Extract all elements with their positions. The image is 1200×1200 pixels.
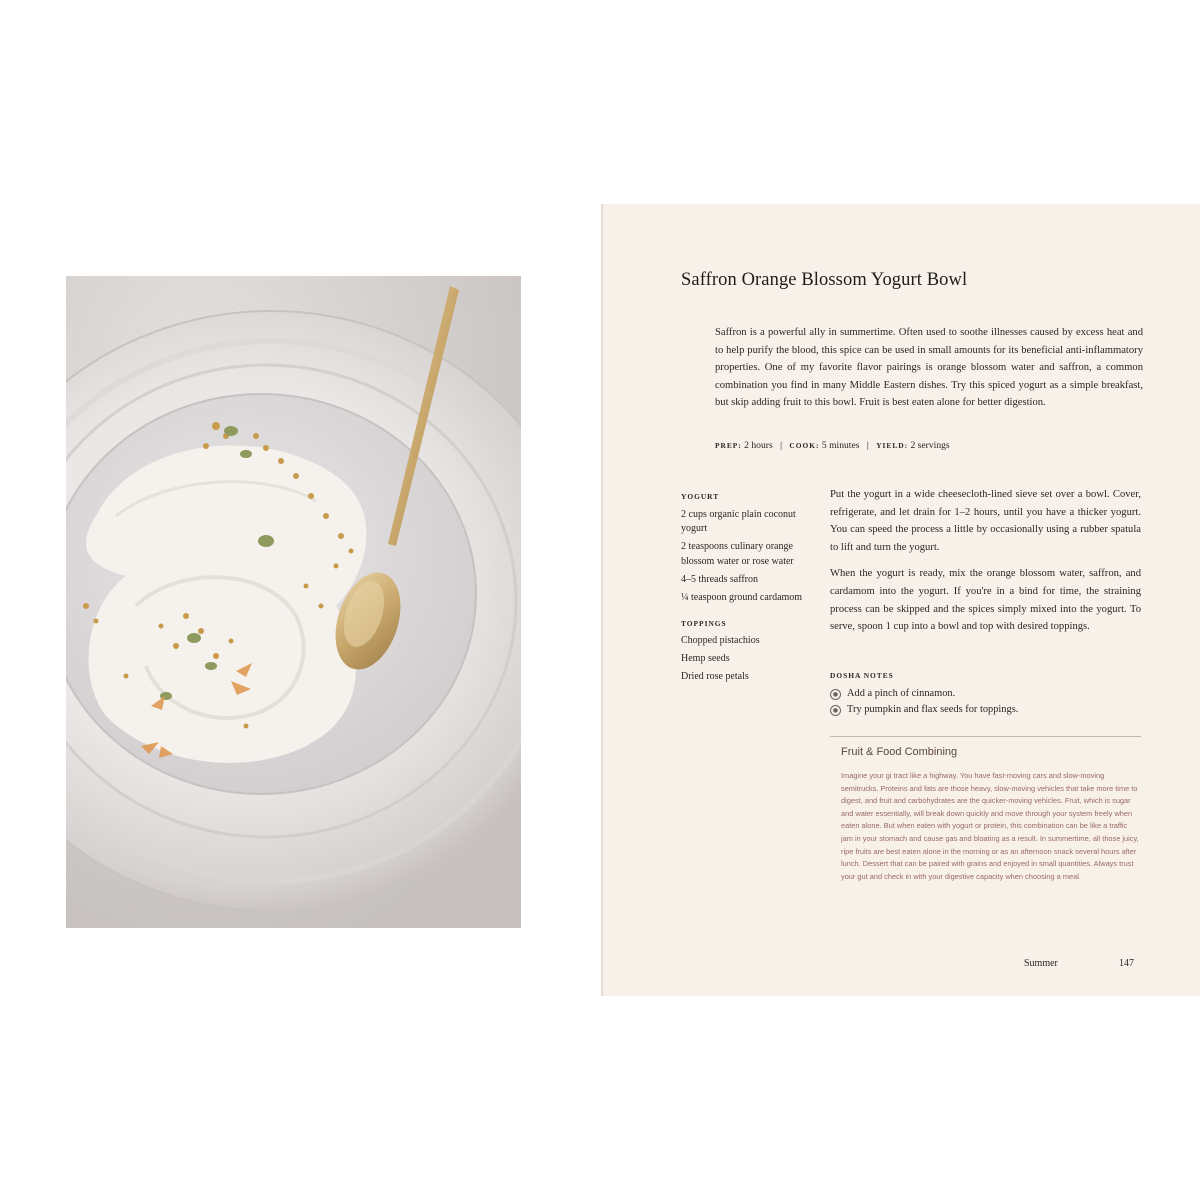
note-text: Add a pinch of cinnamon. (847, 688, 956, 699)
recipe-method (830, 486, 1141, 645)
ingredients-heading-toppings: TOPPINGS (681, 618, 727, 628)
ingredient-item: ¼ teaspoon ground cardamom (681, 592, 803, 604)
cook-value: 5 minutes (821, 440, 860, 451)
sidebar-body: Imagine your gi tract like a highway. You have fast-moving cars and slow-moving semitrucks. Proteins and fats are those heavy, slow-moving vehicles that take more time to digest, and fruit and carbohydrates are the quicker-moving vehicles. Fruit, which is sugar and water essentially, will break down quickly and move through your system freely when eaten alone. But when eaten with yogurt or protein, this combination can be like a traffic jam in your stomach and cause gas and bloating as a result. In summertime, all those juicy, ripe fruits are best eaten alone in the morning or as an afternoon snack several hours after lunch. Dessert that can be paired with grains and enjoyed in small quantities. Always trust your gut and check in with your digestive capacity when choosing a meal. (841, 771, 1139, 881)
prep-value: 2 hours (744, 440, 773, 451)
method-step: When the yogurt is ready, mix the orange blossom water, saffron, and cardamom into the yogurt. If you're in a bind for time, the straining process can be skipped and the spices simply mixed into the yogurt. To serve, spoon 1 cup into a bowl and top with desired toppings. (830, 568, 1141, 633)
circle-bullet-icon: ● (830, 705, 841, 716)
yield-label: YIELD: (876, 441, 909, 450)
circle-bullet-icon: ● (830, 689, 841, 700)
yield-value: 2 servings (910, 440, 950, 451)
ingredients-list (681, 490, 819, 689)
dosha-notes-heading: DOSHA NOTES (830, 671, 894, 680)
recipe-page (601, 204, 1200, 996)
ingredient-item: 2 teaspoons culinary orange blossom water or rose water (681, 541, 794, 567)
method-step: Put the yogurt in a wide cheesecloth-lined sieve set over a bowl. Cover, refrigerate, and let drain for 1–2 hours, until you have a thicker yogurt. You can speed the process a little by occasionally using a rubber spatula to lift and turn the yogurt. (830, 489, 1141, 553)
note-item (830, 702, 1141, 718)
ingredient-item: 2 cups organic plain coconut yogurt (681, 508, 796, 535)
dosha-notes (830, 668, 1141, 718)
recipe-intro: Saffron is a powerful ally in summertime. Often used to soothe illnesses caused by excess heat and to help purify the blood, this spice can be used in small amounts for its beneficial anti-inflammatory properties. One of my favorite flavor pairings is orange blossom water and saffron, a common combination you find in many Middle Eastern dishes. Try this spiced yogurt as a simple breakfast, but skip adding fruit to this bowl. Fruit is best eaten alone for better digestion. (715, 327, 1143, 409)
note-item (830, 686, 1141, 702)
recipe-title: Saffron Orange Blossom Yogurt Bowl (681, 270, 968, 290)
sidebar-divider (830, 736, 1141, 737)
section-name: Summer (1024, 958, 1058, 969)
recipe-meta (715, 440, 950, 451)
note-text: Try pumpkin and flax seeds for toppings. (847, 704, 1019, 715)
recipe-photo (66, 276, 521, 928)
prep-label: PREP: (715, 441, 742, 450)
ingredient-item: Chopped pistachios (681, 635, 760, 647)
ingredient-item: Dried rose petals (681, 671, 749, 683)
ingredient-item: Hemp seeds (681, 653, 730, 665)
yogurt-bowl-photo (66, 276, 521, 928)
meta-separator: | (780, 440, 783, 451)
cook-label: COOK: (789, 441, 820, 450)
ingredient-item: 4–5 threads saffron (681, 573, 759, 585)
meta-separator: | (866, 440, 869, 451)
ingredients-heading-yogurt: YOGURT (681, 492, 720, 501)
page-number: 147 (1119, 958, 1134, 969)
sidebar-title: Fruit & Food Combining (841, 746, 958, 758)
